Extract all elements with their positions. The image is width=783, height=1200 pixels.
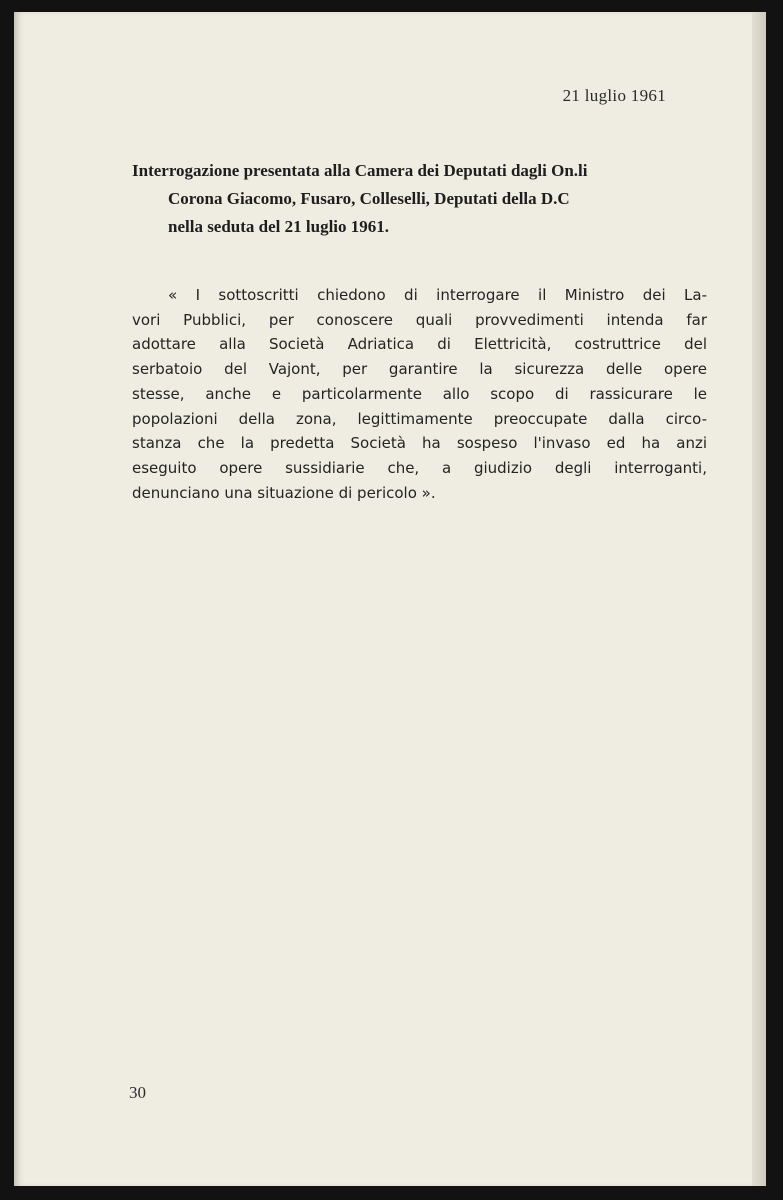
body-line: adottare alla Società Adriatica di Elettricità, costruttrice del — [132, 335, 707, 354]
document-page — [14, 12, 766, 1186]
body-line: « I sottoscritti chiedono di interrogare il Ministro dei La- — [168, 286, 707, 304]
body-line: vori Pubblici, per conoscere quali provvedimenti intenda far — [132, 310, 707, 329]
heading-line: Corona Giacomo, Fusaro, Colleselli, Deputati della D.C — [168, 189, 570, 208]
body-line: serbatoio del Vajont, per garantire la sicurezza delle opere — [132, 360, 707, 379]
page-edge — [752, 12, 766, 1186]
body-line: stesse, anche e particolarmente allo scopo di rassicurare le — [132, 384, 707, 403]
document-date: 21 luglio 1961 — [562, 86, 666, 105]
body-line: denunciano una situazione di pericolo ». — [132, 483, 436, 502]
body-line: popolazioni della zona, legittimamente preoccupate dalla circo- — [132, 409, 707, 428]
interrogation-text — [132, 283, 707, 505]
heading-line: Interrogazione presentata alla Camera dei Deputati dagli On.li — [132, 161, 588, 180]
body-line: stanza che la predetta Società ha sospeso l'invaso ed ha anzi — [132, 434, 707, 453]
page-number: 30 — [129, 1083, 146, 1102]
heading-line: nella seduta del 21 luglio 1961. — [168, 217, 390, 236]
document-heading — [132, 157, 712, 241]
body-line: eseguito opere sussidiarie che, a giudizio degli interroganti, — [132, 458, 707, 477]
